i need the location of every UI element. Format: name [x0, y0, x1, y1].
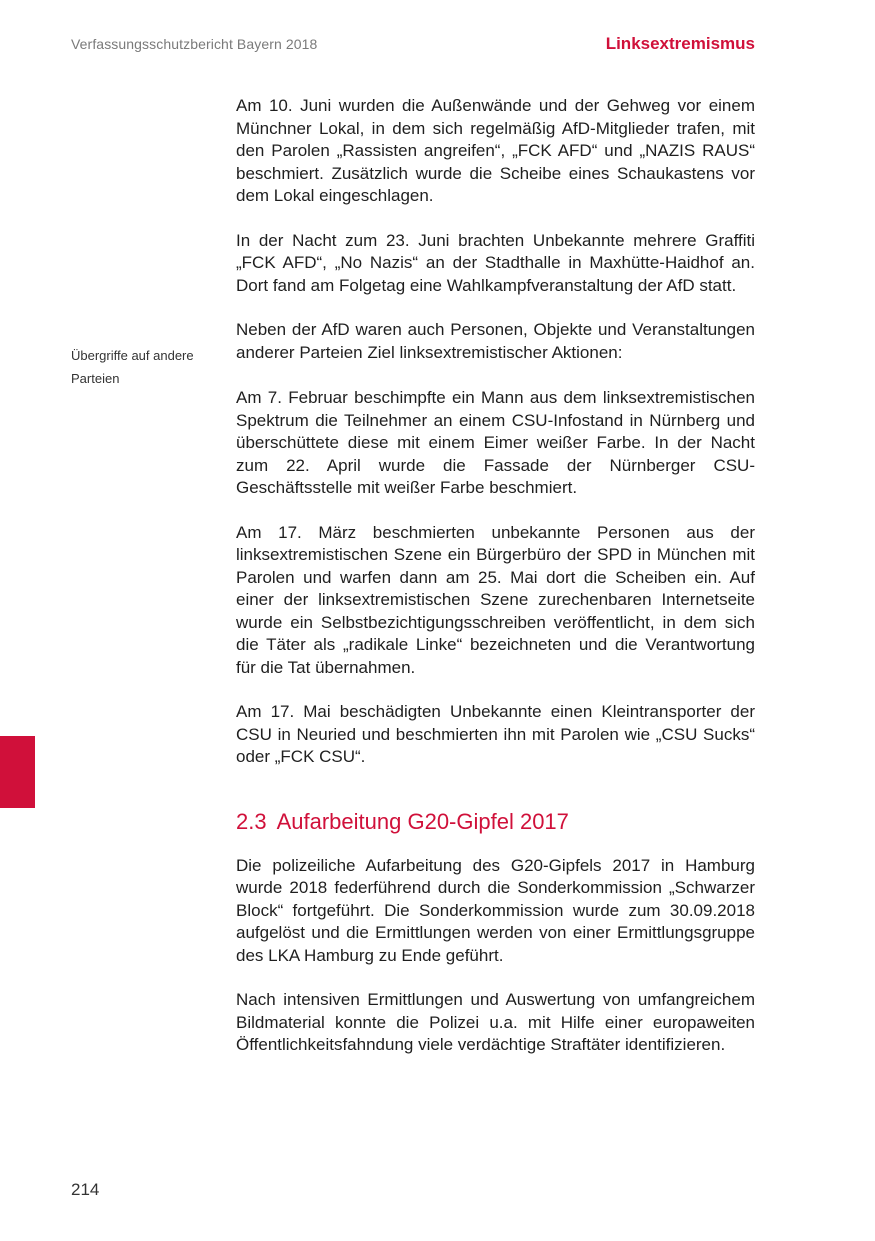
main-text-column — [236, 95, 755, 1079]
paragraph: In der Nacht zum 23. Juni brachten Unbekannte mehrere Graffiti „FCK AFD“, „No Nazis“ an der Stadthalle in Maxhütte-Haidhof an. Dort fand am Folgetag eine Wahlkampfveranstaltung der AfD statt. — [236, 230, 755, 295]
chapter-thumb-tab — [0, 736, 35, 808]
paragraph: Am 7. Februar beschimpfte ein Mann aus dem linksextremistischen Spektrum die Teilnehmer an einem CSU-Infostand in Nürnberg und überschüttete diese mit einem Eimer weißer Farbe. In der Nacht zum 22. April wurde die Fassade der Nürnberger CSU-Geschäftsstelle mit weißer Farbe beschmiert. — [236, 388, 755, 497]
paragraph: Die polizeiliche Aufarbeitung des G20-Gipfels 2017 in Hamburg wurde 2018 federführend durch die Sonderkommission „Schwarzer Block“ fortgeführt. Die Sonderkommission wurde zum 30.09.2018 aufgelöst und die Ermittlungen werden von einer Ermittlungsgruppe des LKA Hamburg zu Ende geführt. — [236, 855, 755, 965]
section-number: 2.3 — [236, 808, 267, 834]
paragraph: Am 10. Juni wurden die Außenwände und der Gehweg vor einem Münchner Lokal, in dem sich regelmäßig AfD-Mitglieder trafen, mit den Parolen „Rassisten angreifen“, „FCK AFD“ und „NAZIS RAUS“ beschmiert. Zusätzlich wurde die Scheibe eines Schaukastens vor dem Lokal eingeschlagen. — [236, 96, 755, 205]
section-heading — [236, 808, 755, 836]
running-header-title: Verfassungsschutzbericht Bayern 2018 — [71, 36, 318, 52]
margin-note: Übergriffe auf andere Parteien — [71, 348, 194, 386]
section-title: Aufarbeitung G20-Gipfel 2017 — [276, 808, 569, 834]
paragraph: Neben der AfD waren auch Personen, Objekte und Veranstaltungen anderer Parteien Ziel linksextremistischer Aktionen: — [236, 320, 755, 362]
paragraph: Am 17. Mai beschädigten Unbekannte einen Kleintransporter der CSU in Neuried und beschmierten ihn mit Parolen wie „CSU Sucks“ oder „FCK CSU“. — [236, 702, 755, 766]
page-number: 214 — [71, 1180, 100, 1199]
paragraph: Nach intensiven Ermittlungen und Auswertung von umfangreichem Bildmaterial konnte die Polizei u.a. mit Hilfe einer europaweiten Öffentlichkeitsfahndung viele verdächtige Straftäter identifizieren. — [236, 990, 755, 1054]
paragraph: Am 17. März beschmierten unbekannte Personen aus der linksextremistischen Szene ein Bürgerbüro der SPD in München mit Parolen und warfen dann am 25. Mai dort die Scheiben ein. Auf einer der linksextremistischen Szene zurechenbaren Internetseite wurde ein Selbstbezichtigungsschreiben veröffentlicht, in dem sich die Täter als „radikale Linke“ bezeichneten und die Verantwortung für die Tat übernahmen. — [236, 522, 755, 677]
running-header-chapter: Linksextremismus — [605, 34, 755, 53]
